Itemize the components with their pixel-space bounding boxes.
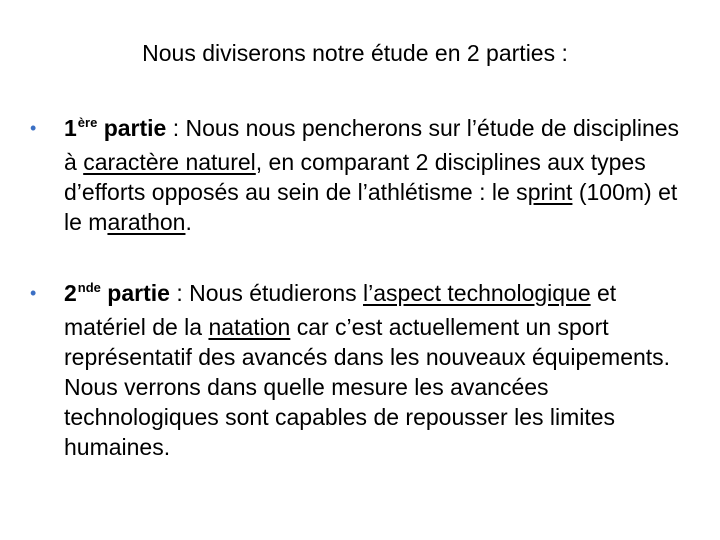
underlined-term: natation	[208, 314, 291, 340]
part-ordinal-suffix: ère	[77, 115, 98, 130]
bullet-dot-icon: •	[30, 118, 37, 138]
underlined-term: print	[527, 179, 573, 205]
part-word: partie	[100, 280, 170, 306]
bullet-text	[64, 278, 690, 462]
text-segment: et matériel de la	[64, 280, 617, 340]
part-ordinal-suffix: nde	[77, 280, 101, 295]
text-segment: (100m) et le m	[64, 179, 678, 235]
part-word: partie	[97, 115, 167, 141]
text-segment: , en comparant 2 disciplines aux types d’efforts opposés au sein de l’athlétisme : le s	[64, 149, 646, 205]
part-number: 2	[64, 280, 77, 306]
text-segment: .	[185, 209, 192, 235]
part-number: 1	[64, 115, 77, 141]
underlined-term: caractère naturel	[83, 149, 256, 175]
bullet-part-2	[30, 278, 690, 462]
text-segment: car c’est actuellement un sport représentatif des avancés dans les nouveaux équipements. Nous verrons dans quelle mesure les avancées technologiques sont capables de repousser les limites humaines.	[64, 314, 671, 460]
underlined-term: arathon	[107, 209, 186, 235]
bullet-part-1	[30, 113, 690, 237]
bullet-dot-icon: •	[30, 283, 37, 303]
text-segment: : Nous étudierons	[169, 280, 364, 306]
text-segment: : Nous nous pencherons sur l’étude de disciplines à	[64, 115, 680, 175]
underlined-term: l’aspect technologique	[363, 280, 591, 306]
slide-title: Nous diviserons notre étude en 2 parties :	[142, 40, 568, 66]
bullet-text	[64, 113, 690, 237]
